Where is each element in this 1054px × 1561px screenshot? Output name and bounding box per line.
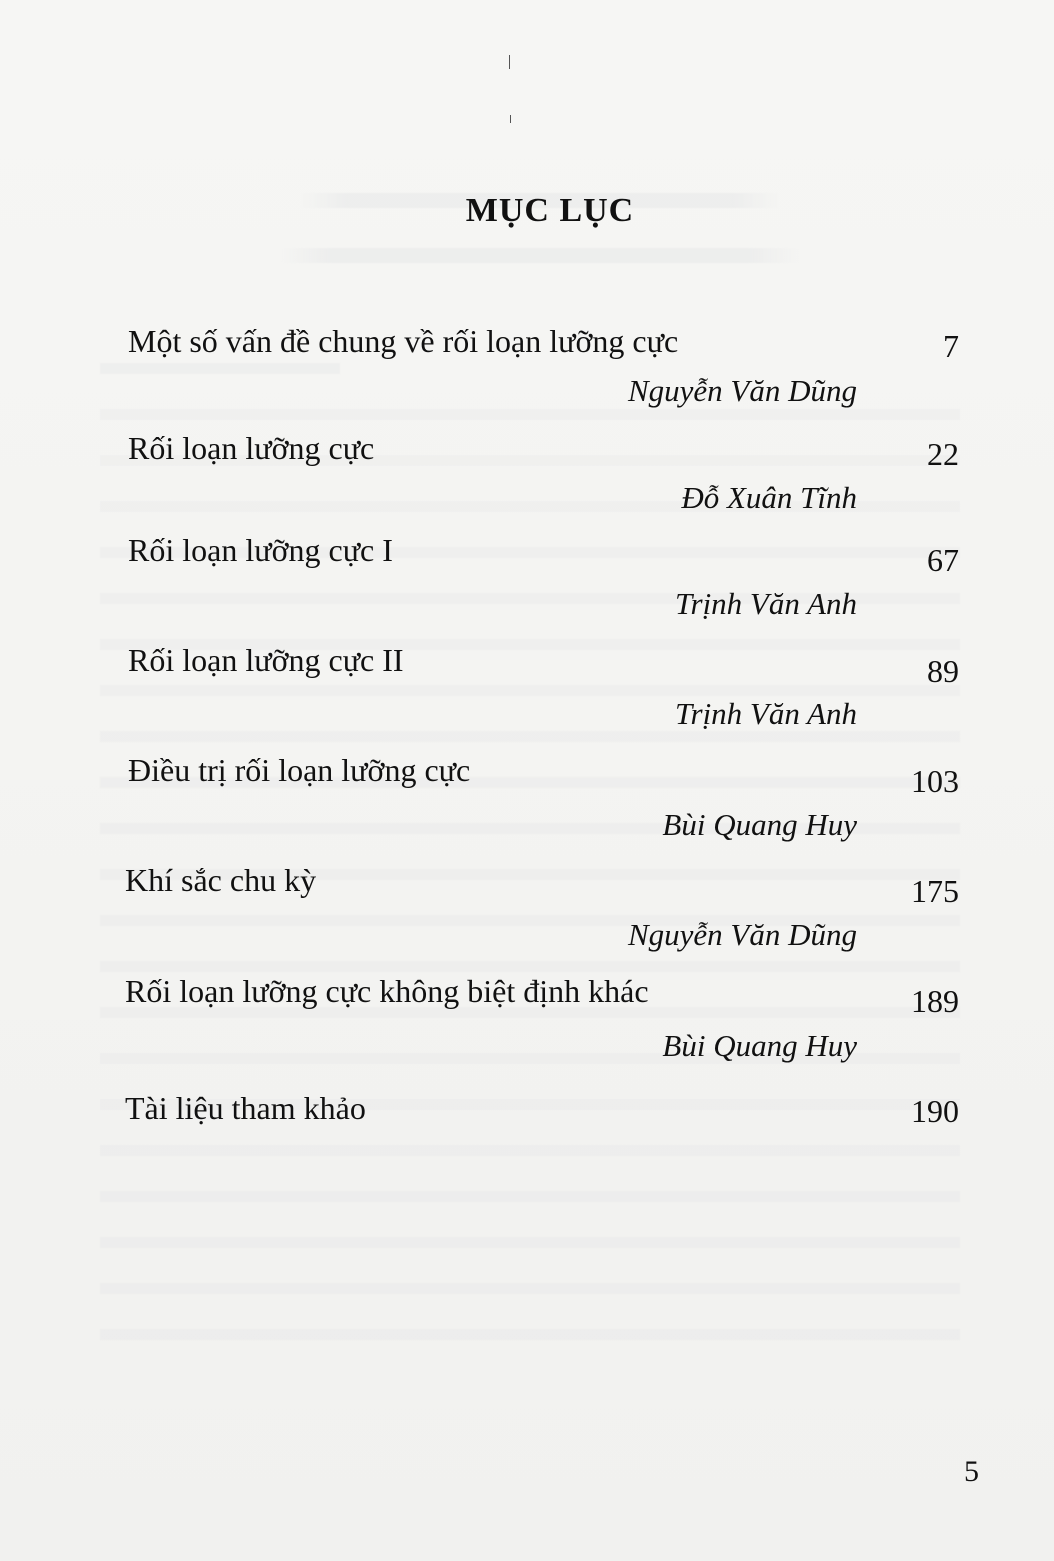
entry-title: Khí sắc chu kỳ [125,862,317,898]
entry-title: Một số vấn đề chung về rối loạn lưỡng cực [128,323,679,359]
bleed-through-texture [100,175,980,1425]
entry-author: Nguyễn Văn Dũng [627,373,857,408]
entry-author: Bùi Quang Huy [662,1028,857,1063]
scan-speck [510,115,511,123]
entry-title: Rối loạn lưỡng cực I [128,532,393,568]
entry-page: 189 [911,983,959,1019]
entry-title: Tài liệu tham khảo [125,1090,366,1126]
entry-page: 89 [927,653,959,689]
entry-author: Bùi Quang Huy [662,807,857,842]
page-title: MỤC LỤC [465,192,635,229]
page-number: 5 [964,1455,979,1488]
entry-author: Đỗ Xuân Tĩnh [681,480,857,515]
entry-page: 7 [943,328,959,364]
scan-speck [509,55,510,69]
entry-title: Điều trị rối loạn lưỡng cực [128,752,471,788]
entry-author: Nguyễn Văn Dũng [627,917,857,952]
entry-title: Rối loạn lưỡng cực II [128,642,404,678]
entry-page: 175 [911,873,959,909]
entry-page: 190 [911,1093,959,1129]
entry-page: 67 [927,542,959,578]
entry-author: Trịnh Văn Anh [674,696,857,731]
entry-title: Rối loạn lưỡng cực [128,430,375,466]
entry-page: 103 [911,763,959,799]
entry-author: Trịnh Văn Anh [674,586,857,621]
entry-page: 22 [927,436,959,472]
entry-title: Rối loạn lưỡng cực không biệt định khác [125,973,649,1009]
